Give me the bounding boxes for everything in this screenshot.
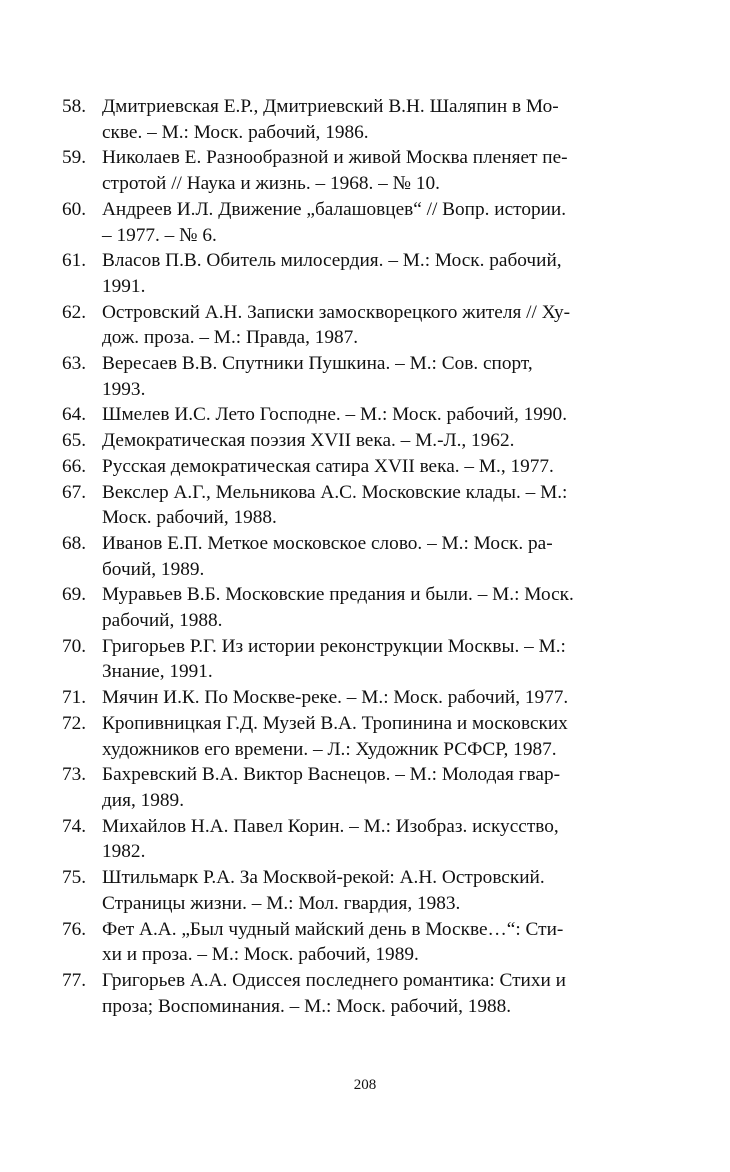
reference-line: Михайлов Н.А. Павел Корин. – М.: Изобраз. искусство, — [102, 815, 559, 837]
reference-item — [62, 351, 644, 402]
reference-item — [62, 968, 644, 1019]
reference-line: Бахревский В.А. Виктор Васнецов. – М.: Молодая гвар- — [102, 764, 561, 786]
reference-line: Фет А.А. „Был чудный майский день в Москве…“: Сти- — [102, 918, 564, 940]
reference-item — [62, 402, 644, 428]
reference-item — [62, 865, 644, 916]
reference-item — [62, 531, 644, 582]
reference-number: 74. — [62, 815, 87, 837]
reference-item — [62, 582, 644, 633]
reference-text — [102, 480, 644, 531]
reference-text — [102, 634, 644, 685]
reference-line: Николаев Е. Разнообразной и живой Москва пленяет пе- — [102, 147, 568, 169]
reference-number: 65. — [62, 430, 87, 452]
reference-number: 75. — [62, 867, 87, 889]
reference-number: 73. — [62, 764, 87, 786]
reference-number: 71. — [62, 687, 87, 709]
reference-number: 60. — [62, 198, 87, 220]
reference-number: 63. — [62, 353, 87, 375]
reference-line: рабочий, 1988. — [102, 610, 223, 632]
reference-item — [62, 197, 644, 248]
reference-number: 66. — [62, 455, 87, 477]
reference-text — [102, 917, 644, 968]
reference-text — [102, 145, 644, 196]
reference-text — [102, 248, 644, 299]
reference-line: художников его времени. – Л.: Художник РСФСР, 1987. — [102, 738, 557, 760]
reference-line: Иванов Е.П. Меткое московское слово. – М.: Моск. ра- — [102, 532, 553, 554]
reference-line: Штильмарк Р.А. За Москвой-рекой: А.Н. Островский. — [102, 867, 545, 889]
reference-number: 68. — [62, 532, 87, 554]
reference-number: 58. — [62, 96, 87, 117]
reference-item — [62, 145, 644, 196]
reference-text — [102, 711, 644, 762]
page-number: 208 — [353, 1077, 377, 1093]
reference-number: 64. — [62, 404, 87, 426]
reference-line: стротой // Наука и жизнь. – 1968. – № 10. — [102, 173, 440, 195]
reference-text — [102, 762, 644, 813]
reference-line: 1993. — [102, 378, 146, 400]
reference-item — [62, 685, 644, 711]
reference-line: Страницы жизни. – М.: Мол. гвардия, 1983. — [102, 892, 461, 914]
reference-text — [102, 94, 644, 145]
reference-number: 69. — [62, 584, 87, 606]
reference-number: 62. — [62, 301, 87, 323]
reference-item — [62, 428, 644, 454]
reference-item — [62, 94, 644, 145]
reference-text — [102, 582, 644, 633]
reference-text — [102, 351, 644, 402]
reference-number: 70. — [62, 635, 87, 657]
reference-line: Григорьев А.А. Одиссея последнего романтика: Стихи и — [102, 969, 566, 991]
reference-line: – 1977. – № 6. — [102, 224, 217, 246]
reference-text — [102, 968, 644, 1019]
reference-line: хи и проза. – М.: Моск. рабочий, 1989. — [102, 944, 419, 966]
reference-text — [102, 814, 644, 865]
reference-text — [102, 428, 644, 454]
reference-line: Шмелев И.С. Лето Господне. – М.: Моск. рабочий, 1990. — [102, 404, 568, 426]
reference-number: 67. — [62, 481, 87, 503]
reference-text — [102, 865, 644, 916]
reference-item — [62, 300, 644, 351]
reference-line: Демократическая поэзия XVII века. – М.-Л., 1962. — [102, 430, 515, 452]
reference-line: проза; Воспоминания. – М.: Моск. рабочий, 1988. — [102, 995, 512, 1017]
reference-line: дия, 1989. — [102, 789, 185, 811]
reference-line: Григорьев Р.Г. Из истории реконструкции Москвы. – М.: — [102, 635, 566, 657]
reference-item — [62, 711, 644, 762]
reference-text — [102, 531, 644, 582]
reference-item — [62, 762, 644, 813]
reference-line: Вересаев В.В. Спутники Пушкина. – М.: Сов. спорт, — [102, 353, 533, 375]
reference-item — [62, 814, 644, 865]
reference-number: 59. — [62, 147, 87, 169]
reference-line: 1991. — [102, 275, 146, 297]
reference-text — [102, 197, 644, 248]
reference-line: Дмитриевская Е.Р., Дмитриевский В.Н. Шаляпин в Мо- — [102, 96, 559, 117]
reference-line: 1982. — [102, 841, 146, 863]
reference-line: дож. проза. – М.: Правда, 1987. — [102, 327, 359, 349]
reference-line: Знание, 1991. — [102, 661, 213, 683]
reference-number: 77. — [62, 969, 87, 991]
reference-text — [102, 402, 644, 428]
reference-text — [102, 300, 644, 351]
reference-item — [62, 480, 644, 531]
reference-line: Моск. рабочий, 1988. — [102, 507, 277, 529]
reference-line: скве. – М.: Моск. рабочий, 1986. — [102, 121, 369, 143]
reference-line: Векслер А.Г., Мельникова А.С. Московские клады. – М.: — [102, 481, 568, 503]
reference-number: 61. — [62, 250, 87, 272]
reference-item — [62, 917, 644, 968]
reference-text — [102, 454, 644, 480]
bibliography-list — [62, 94, 644, 1019]
reference-line: Русская демократическая сатира XVII века. – М., 1977. — [102, 455, 554, 477]
reference-number: 76. — [62, 918, 87, 940]
reference-item — [62, 454, 644, 480]
reference-line: Андреев И.Л. Движение „балашовцев“ // Вопр. истории. — [102, 198, 567, 220]
reference-line: Островский А.Н. Записки замоскворецкого жителя // Ху- — [102, 301, 571, 323]
reference-line: Муравьев В.Б. Московские предания и были. – М.: Моск. — [102, 584, 574, 606]
reference-line: Власов П.В. Обитель милосердия. – М.: Моск. рабочий, — [102, 250, 562, 272]
reference-item — [62, 634, 644, 685]
reference-text — [102, 685, 644, 711]
reference-number: 72. — [62, 712, 87, 734]
reference-line: бочий, 1989. — [102, 558, 205, 580]
reference-line: Кропивницкая Г.Д. Музей В.А. Тропинина и московских — [102, 712, 568, 734]
reference-line: Мячин И.К. По Москве-реке. – М.: Моск. рабочий, 1977. — [102, 687, 569, 709]
reference-item — [62, 248, 644, 299]
